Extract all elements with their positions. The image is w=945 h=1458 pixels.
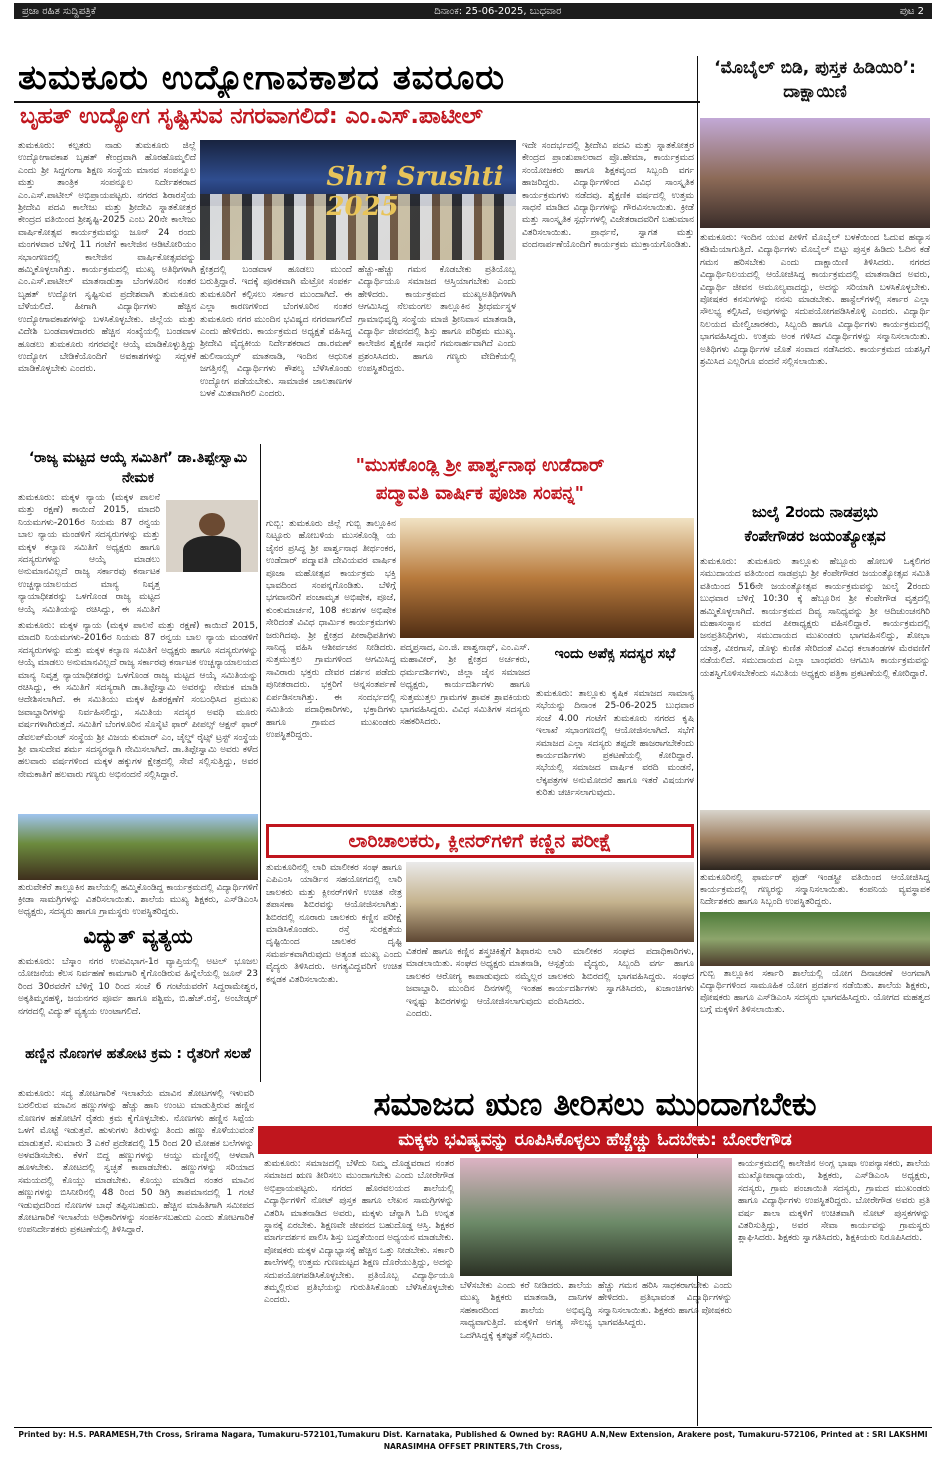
- committee-body-top: ತುಮಕೂರು: ಮಕ್ಕಳ ನ್ಯಾಯ (ಮಕ್ಕಳ ಪಾಲನೆ ಮತ್ತು ರಕ್ಷಣೆ) ಕಾಯಿದೆ 2015, ಮಾದರಿ ನಿಯಮಗಳು-2016ರ ನಿಯಮ 87 ರನ್ವಯ ಬಾಲ ನ್ಯಾಯ ಮಂಡಳಿಗೆ ಸದಸ್ಯರುಗಳನ್ನು ಮತ್ತು ಮಕ್ಕಳ ಕಲ್ಯಾಣ ಸಮಿತಿಗೆ ಅಧ್ಯಕ್ಷರು ಹಾಗೂ ಸದಸ್ಯರುಗಳನ್ನು ಆಯ್ಕೆ ಮಾಡಲು ಅನುಮಾನವಿಲ್ಲದೆ ರಾಜ್ಯ ಸರ್ಕಾರವು ಕರ್ನಾಟಕ ಉಚ್ಚನ್ಯಾಯಾಲಯದ ಮಾನ್ಯ ನಿವೃತ್ತ ನ್ಯಾಯಾಧೀಶರನ್ನು ಒಳಗೊಂಡ ರಾಜ್ಯ ಮಟ್ಟದ ಆಯ್ಕೆ ಸಮಿತಿಯನ್ನು ರಚಿಸಿದ್ದು, ಈ ಸಮಿತಿಗೆ: [18, 493, 160, 615]
- divider: [14, 101, 700, 103]
- society-photo: [460, 1158, 732, 1276]
- lead-subheadline: ಬೃಹತ್ ಉದ್ಯೋಗ ಸೃಷ್ಟಿಸುವ ನಗರವಾಗಲಿದೆ: ಎಂ.ಎಸ್.ಪಾಟೀಲ್: [20, 104, 483, 129]
- power-body: ತುಮಕೂರು: ಬೆಸ್ಕಾಂ ನಗರ ಉಪವಿಭಾಗ-1ರ ವ್ಯಾಪ್ತಿಯಲ್ಲಿ ಅಟಲ್ ಭೂಜಲ ಯೋಜನೆಯ ಕೆಲಸ ನಿರ್ವಹಣೆ ಕಾಮಗಾರಿ ಕೈಗೊಂಡಿರುವ ಹಿನ್ನೆಲೆಯಲ್ಲಿ ಜೂನ್ 23 ರಿಂದ 30ರವರೆಗೆ ಬೆಳಿಗ್ಗೆ 10 ರಿಂದ ಸಂಜೆ 6 ಗಂಟೆಯವರೆಗೆ ಸಿದ್ದರಾಮೇಶ್ವರ, ಅಕ್ಕತಿಮ್ಮನಹಳ್ಳಿ, ಜಯನಗರ ಪೂರ್ವ ಹಾಗೂ ಪಶ್ಚಿಮ, ಬಿ.ಹೆಚ್.ರಸ್ತೆ, ಅಂಬೇಡ್ಕರ್ ನಗರದಲ್ಲಿ ವಿದ್ಯುತ್ ವ್ಯತ್ಯಯ ಉಂಟಾಗಲಿದೆ.: [18, 957, 258, 1017]
- eye-test-col3: ಲಾರಿ ಮಾಲೀಕರ ಸಂಘದ ಪದಾಧಿಕಾರಿಗಳು, ಆಸ್ಪತ್ರೆಯ ವೈದ್ಯರು, ಸಿಬ್ಬಂದಿ ವರ್ಗ ಹಾಗೂ ಚಾಲಕರು ಶಿಬಿರದಲ್ಲಿ ಭಾಗವಹಿಸಿದ್ದರು. ಸಂಘದ ಕಾರ್ಯದರ್ಶಿಗಳು ಸ್ವಾಗತಿಸಿದರು, ಖಜಾಂಚಿಗಳು ವಂದಿಸಿದರು.: [548, 947, 694, 1007]
- eye-test-photo: [406, 862, 694, 942]
- meeting-headline: ಇಂದು ಅಪೆಕ್ಸ ಸದಸ್ಯರ ಸಭೆ: [554, 646, 676, 662]
- society-headline: ಸಮಾಜದ ಋಣ ತೀರಿಸಲು ಮುಂದಾಗಬೇಕು: [373, 1085, 817, 1123]
- fruitfly-headline: ಹಣ್ಣಿನ ನೊಣಗಳ ಹತೋಟಿ ಕ್ರಮ : ರೈತರಿಗೆ ಸಲಹೆ: [25, 1046, 251, 1062]
- mobile-story-photo: [700, 118, 930, 228]
- power-headline: ವಿದ್ಯುತ್ ವ್ಯತ್ಯಯ: [83, 924, 193, 948]
- society-col2: ಬೆಳೆಸಬೇಕು ಎಂದು ಕರೆ ನೀಡಿದರು. ಶಾಲೆಯ ಮುಖ್ಯ ಶಿಕ್ಷಕರು ಮಾತನಾಡಿ, ದಾನಿಗಳ ಸಹಕಾರದಿಂದ ಶಾಲೆಯ ಅಭಿವೃದ್ಧಿ ಸಾಧ್ಯವಾಗುತ್ತಿದೆ. ಮಕ್ಕಳಿಗೆ ಅಗತ್ಯ ಸೌಲಭ್ಯ ಒದಗಿಸಿದ್ದಕ್ಕೆ ಕೃತಜ್ಞತೆ ಸಲ್ಲಿಸಿದರು.: [460, 1281, 592, 1341]
- imprint-line-1: Printed by: H.S. PARAMESH,7th Cross, Srirama Nagara, Tumakuru-572101,Tumakuru Dist. Karnataka, Published & Owned by: RAGHU A.N,New Extension, Arakere post, Tumakuru-572106, Printed at : SRI LAKSHMI NARASIMHA OFFSET PRINTERS,7th Cross,: [18, 1430, 928, 1451]
- kempegowda-headline-line1: ಜುಲೈ 2ರಂದು ನಾಡಪ್ರಭು: [751, 503, 879, 521]
- kempegowda-headline: [700, 500, 930, 552]
- kempegowda-headline-line2: ಕೆಂಪೇಗೌಡರ ಜಯಂತ್ಯೋತ್ಸವ: [744, 527, 886, 545]
- paper-name: ಪ್ರಜಾ ರಹಿತ ಸುದ್ದಿಪತ್ರಿಕೆ: [22, 5, 96, 17]
- committee-body: ತುಮಕೂರು: ಮಕ್ಕಳ ನ್ಯಾಯ (ಮಕ್ಕಳ ಪಾಲನೆ ಮತ್ತು ರಕ್ಷಣೆ) ಕಾಯಿದೆ 2015, ಮಾದರಿ ನಿಯಮಗಳು-2016ರ ನಿಯಮ 87 ರನ್ವಯ ಬಾಲ ನ್ಯಾಯ ಮಂಡಳಿಗೆ ಸದಸ್ಯರುಗಳನ್ನು ಮತ್ತು ಮಕ್ಕಳ ಕಲ್ಯಾಣ ಸಮಿತಿಗೆ ಅಧ್ಯಕ್ಷರು ಹಾಗೂ ಸದಸ್ಯರುಗಳನ್ನು ಆಯ್ಕೆ ಮಾಡಲು ಅನುಮಾನವಿಲ್ಲದೆ ರಾಜ್ಯ ಸರ್ಕಾರವು ಕರ್ನಾಟಕ ಉಚ್ಚನ್ಯಾಯಾಲಯದ ಮಾನ್ಯ ನಿವೃತ್ತ ನ್ಯಾಯಾಧೀಶರನ್ನು ಒಳಗೊಂಡ ರಾಜ್ಯ ಮಟ್ಟದ ಆಯ್ಕೆ ಸಮಿತಿಯನ್ನು ರಚಿಸಿದ್ದು, ಈ ಸಮಿತಿಗೆ ಸದಸ್ಯರಾಗಿ ಡಾ.ತಿಪ್ಪೇಸ್ವಾಮಿ ಅವರನ್ನು ನೇಮಕ ಮಾಡಿ ಆದೇಶಿಸಲಾಗಿದೆ. ಈ ಸಮಿತಿಯು ಮಕ್ಕಳ ಹಿತರಕ್ಷಣೆಗೆ ಸಂಬಂಧಿಸಿದ ಪ್ರಮುಖ ಜವಾಬ್ದಾರಿಗಳನ್ನು ನಿರ್ವಹಿಸಲಿದ್ದು, ಸಮಿತಿಯ ಸದಸ್ಯರ ಅವಧಿ ಮೂರು ವರ್ಷಗಳಾಗಿರುತ್ತದೆ. ಸಮಿತಿಗೆ ಬೆಂಗಳೂರಿನ ಸೊಸೈಟಿ ಫಾರ್ ಪೀಪಲ್ಸ್ ಆಕ್ಷನ್ ಫಾರ್ ಡೆವಲಪ್‌ಮೆಂಟ್ ಸಂಸ್ಥೆಯ ಶ್ರೀ ವಿಜಯ ಕುಮಾರ್ ಎಂ, ಚೈಲ್ಡ್ ರೈಟ್ಸ್ ಟ್ರಸ್ಟ್ ಸಂಸ್ಥೆಯ ಶ್ರೀ ವಾಸುದೇವ ಶರ್ಮ ಸದಸ್ಯರನ್ನಾಗಿ ನೇಮಿಸಲಾಗಿದೆ. ಡಾ.ತಿಪ್ಪೇಸ್ವಾಮಿ ಅವರು ಕಳೆದ ಹಲವಾರು ವರ್ಷಗಳಿಂದ ಮಕ್ಕಳ ಹಕ್ಕುಗಳ ಕ್ಷೇತ್ರದಲ್ಲಿ ಸೇವೆ ಸಲ್ಲಿಸುತ್ತಿದ್ದು, ಅವರ ನೇಮಕಾತಿಗೆ ಹಲವಾರು ಗಣ್ಯರು ಅಭಿನಂದನೆ ಸಲ್ಲಿಸಿದ್ದಾರೆ.: [18, 621, 258, 780]
- lead-col4: ಇದೇ ಸಂದರ್ಭದಲ್ಲಿ ಶ್ರೀದೇವಿ ಪದವಿ ಮತ್ತು ಸ್ನಾತಕೋತ್ತರ ಕೇಂದ್ರದ ಪ್ರಾಂಶುಪಾಲರಾದ ಪ್ರೊ.ಹೇಮಾ, ಕಾರ್ಯಕ್ರಮದ ಸಂಯೋಜಕರು ಹಾಗೂ ಶಿಕ್ಷಕವೃಂದ ಸಿಬ್ಬಂದಿ ವರ್ಗ ಹಾಜರಿದ್ದರು. ವಿದ್ಯಾರ್ಥಿಗಳಿಂದ ವಿವಿಧ ಸಾಂಸ್ಕೃತಿಕ ಕಾರ್ಯಕ್ರಮಗಳು ನಡೆದವು. ಶೈಕ್ಷಣಿಕ ವರ್ಷದಲ್ಲಿ ಉತ್ತಮ ಸಾಧನೆ ಮಾಡಿದ ವಿದ್ಯಾರ್ಥಿಗಳನ್ನು ಗೌರವಿಸಲಾಯಿತು. ಕ್ರೀಡೆ ಮತ್ತು ಸಾಂಸ್ಕೃತಿಕ ಸ್ಪರ್ಧೆಗಳಲ್ಲಿ ವಿಜೇತರಾದವರಿಗೆ ಬಹುಮಾನ ವಿತರಿಸಲಾಯಿತು. ಪ್ರಾರ್ಥನೆ, ಸ್ವಾಗತ ಮತ್ತು ವಂದನಾರ್ಪಣೆಯೊಂದಿಗೆ ಕಾರ್ಯಕ್ರಮ ಮುಕ್ತಾಯಗೊಂಡಿತು.: [522, 141, 694, 251]
- mobile-story-headline: ‘ಮೊಬೈಲ್ ಬಿಡಿ, ಪುಸ್ತಕ ಹಿಡಿಯಿರಿ’: ದಾಕ್ಷಾಯಿಣಿ: [714, 58, 916, 102]
- page-number: ಪುಟ 2: [899, 5, 924, 17]
- felicitation-photo: [700, 810, 930, 870]
- mobile-story-body: ತುಮಕೂರು: ಇಂದಿನ ಯುವ ಪೀಳಿಗೆ ಮೊಬೈಲ್ ಬಳಕೆಯಿಂದ ಓದುವ ಹವ್ಯಾಸ ಕಡಿಮೆಯಾಗುತ್ತಿದೆ. ವಿದ್ಯಾರ್ಥಿಗಳು ಮೊಬೈಲ್ ಬಿಟ್ಟು ಪುಸ್ತಕ ಹಿಡಿದು ಓದಿನ ಕಡೆ ಗಮನ ಹರಿಸಬೇಕು ಎಂದು ದಾಕ್ಷಾಯಿಣಿ ತಿಳಿಸಿದರು. ನಗರದ ವಿದ್ಯಾರ್ಥಿನಿಲಯದಲ್ಲಿ ಆಯೋಜಿಸಿದ್ದ ಕಾರ್ಯಕ್ರಮದಲ್ಲಿ ಮಾತನಾಡಿದ ಅವರು, ವಿದ್ಯಾರ್ಥಿ ಜೀವನ ಅಮೂಲ್ಯವಾದದ್ದು, ಅದನ್ನು ಸರಿಯಾಗಿ ಬಳಸಿಕೊಳ್ಳಬೇಕು. ಪೋಷಕರ ಕನಸುಗಳನ್ನು ನನಸು ಮಾಡಬೇಕು. ಹಾಸ್ಟೆಲ್‌ಗಳಲ್ಲಿ ಸರ್ಕಾರ ಎಲ್ಲಾ ಸೌಲಭ್ಯ ಕಲ್ಪಿಸಿದೆ, ಅವುಗಳನ್ನು ಸದುಪಯೋಗಪಡಿಸಿಕೊಳ್ಳಿ ಎಂದರು. ವಿದ್ಯಾರ್ಥಿ ನಿಲಯದ ಮೇಲ್ವಿಚಾರಕರು, ಸಿಬ್ಬಂದಿ ಹಾಗೂ ವಿದ್ಯಾರ್ಥಿಗಳು ಕಾರ್ಯಕ್ರಮದಲ್ಲಿ ಭಾಗವಹಿಸಿದ್ದರು. ಉತ್ತಮ ಅಂಕ ಗಳಿಸಿದ ವಿದ್ಯಾರ್ಥಿಗಳನ್ನು ಸನ್ಮಾನಿಸಲಾಯಿತು. ಅತಿಥಿಗಳು ವಿದ್ಯಾರ್ಥಿಗಳ ಜೊತೆ ಸಂವಾದ ನಡೆಸಿದರು. ಕಾರ್ಯಕ್ರಮದ ಯಶಸ್ಸಿಗೆ ಶ್ರಮಿಸಿದ ಎಲ್ಲರಿಗೂ ವಂದನೆ ಸಲ್ಲಿಸಲಾಯಿತು.: [700, 233, 930, 368]
- yoga-photo: [700, 912, 930, 966]
- school-photo: [18, 814, 258, 880]
- column-rule: [260, 444, 261, 1082]
- kempegowda-body: ತುಮಕೂರು: ತುಮಕೂರು ತಾಲ್ಲೂಕು ಹೆಬ್ಬೂರು ಹೋಬಳಿ ಒಕ್ಕಲಿಗರ ಸಮುದಾಯದ ವತಿಯಿಂದ ನಾಡಪ್ರಭು ಶ್ರೀ ಕೆಂಪೇಗೌಡರ ಜಯಂತ್ಯೋತ್ಸವ ಸಮಿತಿ ವತಿಯಿಂದ 516ನೇ ಜಯಂತ್ಯೋತ್ಸವ ಕಾರ್ಯಕ್ರಮವನ್ನು ಜುಲೈ 2ರಂದು ಬುಧವಾರ ಬೆಳಿಗ್ಗೆ 10:30 ಕ್ಕೆ ಹೆಬ್ಬೂರಿನ ಶ್ರೀ ಕೆಂಪೇಗೌಡ ವೃತ್ತದಲ್ಲಿ ಹಮ್ಮಿಕೊಳ್ಳಲಾಗಿದೆ. ಕಾರ್ಯಕ್ರಮದ ದಿವ್ಯ ಸಾನಿಧ್ಯವನ್ನು ಶ್ರೀ ಆದಿಚುಂಚನಗಿರಿ ಮಹಾಸಂಸ್ಥಾನ ಮಠದ ಪೀಠಾಧ್ಯಕ್ಷರು ವಹಿಸಲಿದ್ದಾರೆ. ಕಾರ್ಯಕ್ರಮದಲ್ಲಿ ಜನಪ್ರತಿನಿಧಿಗಳು, ಸಮುದಾಯದ ಮುಖಂಡರು ಭಾಗವಹಿಸಲಿದ್ದು, ಶೋಭಾ ಯಾತ್ರೆ, ವೀರಗಾಸೆ, ಡೊಳ್ಳು ಕುಣಿತ ಸೇರಿದಂತೆ ವಿವಿಧ ಕಲಾತಂಡಗಳ ಮೆರವಣಿಗೆ ನಡೆಯಲಿದೆ. ಸಮುದಾಯದ ಎಲ್ಲಾ ಬಾಂಧವರು ಆಗಮಿಸಿ ಕಾರ್ಯಕ್ರಮವನ್ನು ಯಶಸ್ವಿಗೊಳಿಸಬೇಕೆಂದು ಸಮಿತಿಯ ಅಧ್ಯಕ್ಷರು ಪತ್ರಿಕಾ ಪ್ರಕಟಣೆಯಲ್ಲಿ ಕೋರಿದ್ದಾರೆ.: [700, 557, 930, 679]
- fruitfly-body: ತುಮಕೂರು: ಸದ್ಯ ತೋಟಗಾರಿಕೆ ಇಲಾಖೆಯ ಮಾವಿನ ತೋಟಗಳಲ್ಲಿ ಇಳುವರಿ ಬರಲಿರುವ ಮಾವಿನ ಹಣ್ಣುಗಳನ್ನು ಹೆಚ್ಚು ಹಾನಿ ಉಂಟು ಮಾಡುತ್ತಿರುವ ಹಣ್ಣಿನ ನೊಣಗಳ ಹತೋಟಿಗೆ ರೈತರು ಕ್ರಮ ಕೈಗೊಳ್ಳಬೇಕು. ನೊಣಗಳು ಹಣ್ಣಿನ ಸಿಪ್ಪೆಯ ಒಳಗೆ ಮೊಟ್ಟೆ ಇಡುತ್ತವೆ. ಹುಳುಗಳು ತಿರುಳನ್ನು ತಿಂದು ಹಣ್ಣು ಕೊಳೆಯುವಂತೆ ಮಾಡುತ್ತವೆ. ಸುಮಾರು 3 ಎಕರೆ ಪ್ರದೇಶದಲ್ಲಿ 15 ರಿಂದ 20 ಮೋಹಕ ಬಲೆಗಳನ್ನು ಅಳವಡಿಸಬೇಕು. ಕೆಳಗೆ ಬಿದ್ದ ಹಣ್ಣುಗಳನ್ನು ಆಯ್ದು ಮಣ್ಣಿನಲ್ಲಿ ಆಳವಾಗಿ ಹೂಳಬೇಕು. ತೋಟದಲ್ಲಿ ಸ್ವಚ್ಛತೆ ಕಾಪಾಡಬೇಕು. ಹಣ್ಣುಗಳನ್ನು ಸರಿಯಾದ ಸಮಯದಲ್ಲಿ ಕೊಯ್ಲು ಮಾಡಬೇಕು. ಕೊಯ್ಲು ಮಾಡಿದ ನಂತರ ಮಾವಿನ ಹಣ್ಣುಗಳನ್ನು ಬಿಸಿನೀರಿನಲ್ಲಿ 48 ರಿಂದ 50 ಡಿಗ್ರಿ ತಾಪಮಾನದಲ್ಲಿ 1 ಗಂಟೆ ಇಡುವುದರಿಂದ ನೊಣಗಳ ಬಾಧೆ ತಪ್ಪಿಸಬಹುದು. ಹೆಚ್ಚಿನ ಮಾಹಿತಿಗಾಗಿ ಸಮೀಪದ ತೋಟಗಾರಿಕೆ ಇಲಾಖೆಯ ಅಧಿಕಾರಿಗಳನ್ನು ಸಂಪರ್ಕಿಸಬಹುದು ಎಂದು ತೋಟಗಾರಿಕೆ ಉಪನಿರ್ದೇಶಕರು ಪ್ರಕಟಣೆಯಲ್ಲಿ ತಿಳಿಸಿದ್ದಾರೆ.: [18, 1089, 254, 1236]
- puja-headline-line1: "ಮುಸಕೊಂಡ್ಲಿ ಶ್ರೀ ಪಾರ್ಶ್ವನಾಥ ಉಡೆದಾರ್: [355, 455, 605, 476]
- puja-body: ಗುಬ್ಬಿ: ತುಮಕೂರು ಜಿಲ್ಲೆ ಗುಬ್ಬಿ ತಾಲ್ಲೂಕಿನ ನಿಟ್ಟೂರು ಹೋಬಳಿಯ ಮುಸಕೊಂಡ್ಲಿ ಯ ಜೈನರ ಪ್ರಸಿದ್ಧ ಶ್ರೀ ಪಾರ್ಶ್ವನಾಥ ತೀರ್ಥಂಕರ, ಉಡೆದಾರ್ ಪದ್ಮಾವತಿ ದೇವಿಯವರ ವಾರ್ಷಿಕ ಪೂಜಾ ಮಹೋತ್ಸವ ಕಾರ್ಯಕ್ರಮ ಭಕ್ತಿ ಭಾವದಿಂದ ಸಂಪನ್ನಗೊಂಡಿತು. ಬೆಳಿಗ್ಗೆ ಭಗವಾನರಿಗೆ ಪಂಚಾಮೃತ ಅಭಿಷೇಕ, ಪೂಜೆ, ಕುಂಕುಮಾರ್ಚನೆ, 108 ಕಲಶಗಳ ಅಭಿಷೇಕ ಸೇರಿದಂತೆ ವಿವಿಧ ಧಾರ್ಮಿಕ ಕಾರ್ಯಕ್ರಮಗಳು ಜರುಗಿದವು. ಶ್ರೀ ಕ್ಷೇತ್ರದ ಪೀಠಾಧಿಪತಿಗಳು ಸಾನಿಧ್ಯ ವಹಿಸಿ ಆಶೀರ್ವಚನ ನೀಡಿದರು. ಸುತ್ತಮುತ್ತಲ ಗ್ರಾಮಗಳಿಂದ ಆಗಮಿಸಿದ್ದ ಸಾವಿರಾರು ಭಕ್ತರು ದೇವರ ದರ್ಶನ ಪಡೆದು ಪುನೀತರಾದರು. ಭಕ್ತರಿಗೆ ಅನ್ನಸಂತರ್ಪಣೆ ಏರ್ಪಡಿಸಲಾಗಿತ್ತು. ಈ ಸಂದರ್ಭದಲ್ಲಿ ಸಮಿತಿಯ ಪದಾಧಿಕಾರಿಗಳು, ಭಕ್ತಾದಿಗಳು ಹಾಗೂ ಗ್ರಾಮದ ಮುಖಂಡರು ಉಪಸ್ಥಿತರಿದ್ದರು.: [266, 519, 396, 740]
- lead-headline: ತುಮಕೂರು ಉದ್ಯೋಗಾವಕಾಶದ ತವರೂರು: [18, 58, 506, 98]
- eye-test-headline: ಲಾರಿಚಾಲಕರು, ಕ್ಲೀನರ್‌ಗಳಿಗೆ ಕಣ್ಣಿನ ಪರೀಕ್ಷೆ: [266, 824, 694, 858]
- society-col3: ಹೆಚ್ಚು ಗಮನ ಹರಿಸಿ ಸಾಧಕರಾಗಬೇಕು ಎಂದು ಹೇಳಿದರು. ಪ್ರತಿಭಾವಂತ ವಿದ್ಯಾರ್ಥಿಗಳನ್ನು ಸನ್ಮಾನಿಸಲಾಯಿತು. ಶಿಕ್ಷಕರು ಹಾಗೂ ಪೋಷಕರು ಭಾಗವಹಿಸಿದ್ದರು.: [598, 1281, 732, 1329]
- lead-col3: ಹೆಚ್ಚು-ಹೆಚ್ಚು ಗಮನ ಕೊಡಬೇಕು ಪ್ರತಿಯೊಬ್ಬ ವಿದ್ಯಾರ್ಥಿಯೂ ಸಮಾಜದ ಆಸ್ತಿಯಾಗಬೇಕು ಎಂದು ಹೇಳಿದರು. ಕಾರ್ಯಕ್ರಮದ ಮುಖ್ಯಅತಿಥಿಗಳಾಗಿ ಆಗಮಿಸಿದ್ದ ನೆಲಮಂಗಲ ತಾಲ್ಲೂಕಿನ ಶ್ರೀಧರ್ಮಸ್ಥಳ ಗ್ರಾಮಾಭಿವೃದ್ಧಿ ಸಂಸ್ಥೆಯ ಮಾಜಿ ಶ್ರೀನಿವಾಸ ಮಾತನಾಡಿ, ವಿದ್ಯಾರ್ಥಿ ಜೀವನದಲ್ಲಿ ಶಿಸ್ತು ಹಾಗೂ ಪರಿಶ್ರಮ ಮುಖ್ಯ. ಕಾಲೇಜಿನ ಶೈಕ್ಷಣಿಕ ಸಾಧನೆ ಗಮನಾರ್ಹವಾಗಿದೆ ಎಂದು ಪ್ರಶಂಸಿಸಿದರು. ಹಾಗೂ ಗಣ್ಯರು ವೇದಿಕೆಯಲ್ಲಿ ಉಪಸ್ಥಿತರಿದ್ದರು.: [358, 265, 516, 375]
- lead-col2: ಕ್ಷೇತ್ರದಲ್ಲಿ ಬಂಡವಾಳ ಹೂಡಲು ಮುಂದೆ ಬರುತ್ತಿದ್ದಾರೆ. ಇದಕ್ಕೆ ಪೂರಕವಾಗಿ ಮೆಟ್ರೋ ಸಂಪರ್ಕ ತುಮಕೂರಿಗೆ ಕಲ್ಪಿಸಲು ಸರ್ಕಾರ ಮುಂದಾಗಿದೆ. ಈ ಎಲ್ಲಾ ಕಾರಣಗಳಿಂದ ಬೆಂಗಳೂರಿನ ನಂತರ ತುಮಕೂರು ನಗರ ಮುಂದಿನ ಭವಿಷ್ಯದ ನಗರವಾಗಲಿದೆ ಎಂದು ಹೇಳಿದರು. ಕಾರ್ಯಕ್ರಮದ ಅಧ್ಯಕ್ಷತೆ ವಹಿಸಿದ್ದ ಶ್ರೀದೇವಿ ವೈದ್ಯಕೀಯ ನಿರ್ದೇಶಕರಾದ ಡಾ.ರಮಣ್ ಹುಲಿನಾಯ್ಕರ್ ಮಾತನಾಡಿ, ಇಂದಿನ ಆಧುನಿಕ ಜಗತ್ತಿನಲ್ಲಿ ವಿದ್ಯಾರ್ಥಿಗಳು ಕೌಶಲ್ಯ ಬೆಳೆಸಿಕೊಂಡು ಉದ್ಯೋಗ ಪಡೆಯಬೇಕು. ಸಾಮಾಜಿಕ ಜಾಲತಾಣಗಳ ಬಳಕೆ ಮಿತವಾಗಿರಲಿ ಎಂದರು.: [200, 265, 352, 400]
- meeting-body: ತುಮಕೂರು: ತಾಲ್ಲೂಕು ಕೃಷಿಕ ಸಮಾಜದ ಸಾಮಾನ್ಯ ಸಭೆಯನ್ನು ದಿನಾಂಕ 25-06-2025 ಬುಧವಾರ ಸಂಜೆ 4.00 ಗಂಟೆಗೆ ತುಮಕೂರು ನಗರದ ಕೃಷಿ ಇಲಾಖೆ ಸಭಾಂಗಣದಲ್ಲಿ ಆಯೋಜಿಸಲಾಗಿದೆ. ಸಭೆಗೆ ಸಮಾಜದ ಎಲ್ಲಾ ಸದಸ್ಯರು ತಪ್ಪದೇ ಹಾಜರಾಗಬೇಕೆಂದು ಕಾರ್ಯದರ್ಶಿಗಳು ಪ್ರಕಟಣೆಯಲ್ಲಿ ಕೋರಿದ್ದಾರೆ. ಸಭೆಯಲ್ಲಿ ಸಮಾಜದ ವಾರ್ಷಿಕ ವರದಿ ಮಂಡನೆ, ಲೆಕ್ಕಪತ್ರಗಳ ಅನುಮೋದನೆ ಹಾಗೂ ಇತರೆ ವಿಷಯಗಳ ಕುರಿತು ಚರ್ಚಿಸಲಾಗುವುದು.: [536, 689, 694, 799]
- puja-body-right: ಪದ್ಮಪ್ರಸಾದ, ಎಂ.ಜಿ. ಪಾಶ್ವನಾಥ್, ಎಂ.ಎಸ್. ಮಹಾವೀರ್, ಶ್ರೀ ಕ್ಷೇತ್ರದ ಅರ್ಚಕರು, ಧರ್ಮದರ್ಶಿಗಳು, ಜಿಲ್ಲಾ ಜೈನ ಸಮಾಜದ ಅಧ್ಯಕ್ಷರು, ಕಾರ್ಯದರ್ಶಿಗಳು ಹಾಗೂ ಸುತ್ತಮುತ್ತಲ ಗ್ರಾಮಗಳ ಶ್ರಾವಕ ಶ್ರಾವಕಿಯರು ಭಾಗವಹಿಸಿದ್ದರು. ವಿವಿಧ ಸಮಿತಿಗಳ ಸದಸ್ಯರು ಸಹಕರಿಸಿದರು.: [400, 643, 530, 728]
- puja-headline-line2: ಪದ್ಮಾವತಿ ವಾರ್ಷಿಕ ಪೂಜಾ ಸಂಪನ್ನ": [375, 483, 585, 504]
- society-col4: ಕಾರ್ಯಕ್ರಮದಲ್ಲಿ ಕಾಲೇಜಿನ ಅಂಗ್ಲ ಭಾಷಾ ಉಪನ್ಯಾಸಕರು, ಶಾಲೆಯ ಮುಖ್ಯೋಪಾಧ್ಯಾಯರು, ಶಿಕ್ಷಕರು, ಎಸ್‌ಡಿಎಂಸಿ ಅಧ್ಯಕ್ಷರು, ಸದಸ್ಯರು, ಗ್ರಾಮ ಪಂಚಾಯಿತಿ ಸದಸ್ಯರು, ಗ್ರಾಮದ ಮುಖಂಡರು ಹಾಗೂ ವಿದ್ಯಾರ್ಥಿಗಳು ಉಪಸ್ಥಿತರಿದ್ದರು. ಬೋರೇಗೌಡ ಅವರು ಪ್ರತಿ ವರ್ಷ ಶಾಲಾ ಮಕ್ಕಳಿಗೆ ಉಚಿತವಾಗಿ ನೋಟ್ ಪುಸ್ತಕಗಳನ್ನು ವಿತರಿಸುತ್ತಿದ್ದು, ಅವರ ಸೇವಾ ಕಾರ್ಯವನ್ನು ಗ್ರಾಮಸ್ಥರು ಶ್ಲಾಘಿಸಿದರು. ಶಿಕ್ಷಕರು ಸ್ವಾಗತಿಸಿದರು, ಶಿಕ್ಷಕಿಯರು ನಿರೂಪಿಸಿದರು.: [738, 1159, 930, 1244]
- lead-col1: ತುಮಕೂರು: ಕಲ್ಪತರು ನಾಡು ತುಮಕೂರು ಜಿಲ್ಲೆ ಉದ್ಯೋಗಾವಕಾಶ ಬೃಹತ್ ಕೇಂದ್ರವಾಗಿ ಹೊರಹೊಮ್ಮಲಿದೆ ಎಂದು ಶ್ರೀ ಸಿದ್ದಗಂಗಾ ಶಿಕ್ಷಣ ಸಂಸ್ಥೆಯ ಮಾನವ ಸಂಪನ್ಮೂಲ ಮತ್ತು ತಾಂತ್ರಿಕ ಸಂಪನ್ಮೂಲ ನಿರ್ದೇಶಕರಾದ ಎಂ.ಎಸ್.ಪಾಟೀಲ್ ಅಭಿಪ್ರಾಯಪಟ್ಟರು. ನಗರದ ಶಿರಾರಸ್ತೆಯ ಶ್ರೀದೇವಿ ಪದವಿ ಕಾಲೇಜು ಮತ್ತು ಶ್ರೀದೇವಿ ಸ್ನಾತಕೋತ್ತರ ಕೇಂದ್ರದ ವತಿಯಿಂದ ಶ್ರೀಶೃಷ್ಟಿ-2025 ಎಂಬ 20ನೇ ಕಾಲೇಜು ವಾರ್ಷಿಕೋತ್ಸವ ಕಾರ್ಯಕ್ರಮವನ್ನು ಜೂನ್ 24 ರಂದು ಮಂಗಳವಾರ ಬೆಳಿಗ್ಗೆ 11 ಗಂಟೆಗೆ ಕಾಲೇಜಿನ ಆಡಿಟೋರಿಯಂ ಸಭಾಂಗಣದಲ್ಲಿ ಕಾಲೇಜಿನ ವಾರ್ಷಿಕೋತ್ಸವವನ್ನು ಹಮ್ಮಿಕೊಳ್ಳಲಾಗಿತ್ತು. ಕಾರ್ಯಕ್ರಮದಲ್ಲಿ ಮುಖ್ಯ ಅತಿಥಿಗಳಾಗಿ ಎಂ.ಎಸ್.ಪಾಟೀಲ್ ಮಾತನಾಡುತ್ತಾ ಬೆಂಗಳೂರಿನ ನಂತರ ಬೃಹತ್ ಉದ್ಯೋಗ ಸೃಷ್ಟಿಸುವ ಪ್ರದೇಶವಾಗಿ ತುಮಕೂರು ಬೆಳೆಯಲಿದೆ. ಹೀಗಾಗಿ ವಿದ್ಯಾರ್ಥಿಗಳು ಹೆಚ್ಚಿನ ಉದ್ಯೋಗಾವಕಾಶಗಳನ್ನು ಬಳಸಿಕೊಳ್ಳಬೇಕು. ಜಿಲ್ಲೆಯ ಮತ್ತು ವಿದೇಶಿ ಬಂಡವಾಳದಾರರು ಹೆಚ್ಚಿನ ಸಂಖ್ಯೆಯಲ್ಲಿ ಬಂಡವಾಳ ಹೂಡಲು ತುಮಕೂರು ನಗರವನ್ನೇ ಆಯ್ಕೆ ಮಾಡಿಕೊಳ್ಳುತ್ತಿದ್ದು ಉದ್ಯೋಗ ಬೇಡಿಕೆಯೊಂದಿಗೆ ಅವಕಾಶಗಳನ್ನು ಸದ್ಬಳಕೆ ಮಾಡಿಕೊಳ್ಳಬೇಕು ಎಂದರು.: [18, 141, 196, 375]
- date-line: ದಿನಾಂಕ: 25-06-2025, ಬುಧವಾರ: [434, 5, 562, 17]
- school-photo-caption: ತುರುವೇಕೆರೆ ತಾಲ್ಲೂಕಿನ ಶಾಲೆಯಲ್ಲಿ ಹಮ್ಮಿಕೊಂಡಿದ್ದ ಕಾರ್ಯಕ್ರಮದಲ್ಲಿ ವಿದ್ಯಾರ್ಥಿಗಳಿಗೆ ಕ್ರೀಡಾ ಸಾಮಗ್ರಿಗಳನ್ನು ವಿತರಿಸಲಾಯಿತು. ಶಾಲೆಯ ಮುಖ್ಯ ಶಿಕ್ಷಕರು, ಎಸ್‌ಡಿಎಂಸಿ ಅಧ್ಯಕ್ಷರು, ಸದಸ್ಯರು ಹಾಗೂ ಗ್ರಾಮಸ್ಥರು ಉಪಸ್ಥಿತರಿದ್ದರು.: [18, 883, 258, 917]
- eye-test-body: ತುಮಕೂರಿನಲ್ಲಿ ಲಾರಿ ಮಾಲೀಕರ ಸಂಘ ಹಾಗೂ ಎಪಿಎಂಸಿ ಯಾರ್ಡಿನ ಸಹಯೋಗದಲ್ಲಿ ಲಾರಿ ಚಾಲಕರು ಮತ್ತು ಕ್ಲೀನರ್‌ಗಳಿಗೆ ಉಚಿತ ನೇತ್ರ ತಪಾಸಣಾ ಶಿಬಿರವನ್ನು ಆಯೋಜಿಸಲಾಗಿತ್ತು. ಶಿಬಿರದಲ್ಲಿ ನೂರಾರು ಚಾಲಕರು ಕಣ್ಣಿನ ಪರೀಕ್ಷೆ ಮಾಡಿಸಿಕೊಂಡರು. ರಸ್ತೆ ಸುರಕ್ಷತೆಯ ದೃಷ್ಟಿಯಿಂದ ಚಾಲಕರ ದೃಷ್ಟಿ ಸಮರ್ಪಕವಾಗಿರುವುದು ಅತ್ಯಂತ ಮುಖ್ಯ ಎಂದು ವೈದ್ಯರು ತಿಳಿಸಿದರು. ಅಗತ್ಯವಿದ್ದವರಿಗೆ ಉಚಿತ ಕನ್ನಡಕ ವಿತರಿಸಲಾಯಿತು.: [266, 863, 402, 985]
- masthead-strip: [14, 3, 932, 19]
- yoga-caption: ಗುಬ್ಬಿ ತಾಲ್ಲೂಕಿನ ಸರ್ಕಾರಿ ಶಾಲೆಯಲ್ಲಿ ಯೋಗ ದಿನಾಚರಣೆ ಅಂಗವಾಗಿ ವಿದ್ಯಾರ್ಥಿಗಳಿಂದ ಸಾಮೂಹಿಕ ಯೋಗ ಪ್ರದರ್ಶನ ನಡೆಯಿತು. ಶಾಲೆಯ ಶಿಕ್ಷಕರು, ಪೋಷಕರು ಹಾಗೂ ಎಸ್‌ಡಿಎಂಸಿ ಸದಸ್ಯರು ಭಾಗವಹಿಸಿದ್ದರು. ಯೋಗದ ಮಹತ್ವದ ಬಗ್ಗೆ ಮಕ್ಕಳಿಗೆ ತಿಳಿಸಲಾಯಿತು.: [700, 969, 930, 1015]
- puja-photo: [400, 518, 694, 638]
- lead-photo: [200, 140, 516, 260]
- society-col1: ತುಮಕೂರು: ಸಮಾಜದಲ್ಲಿ ಬೆಳೆದು ನಿಮ್ಮ ದೊಡ್ಡವರಾದ ನಂತರ ಸಮಾಜದ ಋಣ ತೀರಿಸಲು ಮುಂದಾಗಬೇಕು ಎಂದು ಬೋರೇಗೌಡ ಅಭಿಪ್ರಾಯಪಟ್ಟರು. ನಗರದ ಹೊರವಲಯದ ಶಾಲೆಯಲ್ಲಿ ವಿದ್ಯಾರ್ಥಿಗಳಿಗೆ ನೋಟ್ ಪುಸ್ತಕ ಹಾಗೂ ಲೇಖನ ಸಾಮಗ್ರಿಗಳನ್ನು ವಿತರಿಸಿ ಮಾತನಾಡಿದ ಅವರು, ಮಕ್ಕಳು ಚೆನ್ನಾಗಿ ಓದಿ ಉನ್ನತ ಸ್ಥಾನಕ್ಕೆ ಏರಬೇಕು. ಶಿಕ್ಷಣವೇ ಜೀವನದ ಬಹುದೊಡ್ಡ ಆಸ್ತಿ. ಶಿಕ್ಷಕರ ಮಾರ್ಗದರ್ಶನ ಪಾಲಿಸಿ ಶಿಸ್ತು ಬದ್ಧತೆಯಿಂದ ಅಧ್ಯಯನ ಮಾಡಬೇಕು. ಪೋಷಕರು ಮಕ್ಕಳ ವಿದ್ಯಾಭ್ಯಾಸಕ್ಕೆ ಹೆಚ್ಚಿನ ಒತ್ತು ನೀಡಬೇಕು. ಸರ್ಕಾರಿ ಶಾಲೆಗಳಲ್ಲಿ ಉತ್ತಮ ಗುಣಮಟ್ಟದ ಶಿಕ್ಷಣ ದೊರೆಯುತ್ತಿದ್ದು, ಅದನ್ನು ಸದುಪಯೋಗಪಡಿಸಿಕೊಳ್ಳಬೇಕು. ಪ್ರತಿಯೊಬ್ಬ ವಿದ್ಯಾರ್ಥಿಯೂ ತಮ್ಮಲ್ಲಿರುವ ಪ್ರತಿಭೆಯನ್ನು ಗುರುತಿಸಿಕೊಂಡು ಬೆಳೆಸಿಕೊಳ್ಳಬೇಕು ಎಂದರು.: [264, 1159, 454, 1306]
- portrait-photo: [166, 500, 258, 572]
- eye-test-col2: ವಿತರಣೆ ಹಾಗೂ ಕಣ್ಣಿನ ಶಸ್ತ್ರಚಿಕಿತ್ಸೆಗೆ ಶಿಫಾರಸು ಮಾಡಲಾಯಿತು. ಸಂಘದ ಅಧ್ಯಕ್ಷರು ಮಾತನಾಡಿ, ಚಾಲಕರ ಆರೋಗ್ಯ ಕಾಪಾಡುವುದು ನಮ್ಮೆಲ್ಲರ ಜವಾಬ್ದಾರಿ. ಮುಂದಿನ ದಿನಗಳಲ್ಲಿ ಇಂತಹ ಇನ್ನಷ್ಟು ಶಿಬಿರಗಳನ್ನು ಆಯೋಜಿಸಲಾಗುವುದು ಎಂದರು.: [406, 947, 542, 1020]
- puja-headline: [266, 452, 694, 512]
- imprint-footer: [14, 1427, 932, 1453]
- lead-photo-banner-text: Shri Srushti 2025: [326, 161, 504, 222]
- committee-headline: ‘ರಾಜ್ಯ ಮಟ್ಟದ ಆಯ್ಕೆ ಸಮಿತಿಗೆ’ ಡಾ.ತಿಪ್ಪೇಸ್ವಾಮಿ ನೇಮಕ: [28, 450, 248, 486]
- society-subheadline: ಮಕ್ಕಳು ಭವಿಷ್ಯವನ್ನು ರೂಪಿಸಿಕೊಳ್ಳಲು ಹೆಚ್ಚೆಚ್ಚು ಓದಬೇಕು: ಬೋರೇಗೌಡ: [258, 1126, 932, 1154]
- felicitation-caption: ತುಮಕೂರಿನಲ್ಲಿ ಫಾರ್ಮರ್ ಫುಡ್ ಇಂಡಸ್ಟ್ರೀ ವತಿಯಿಂದ ಆಯೋಜಿಸಿದ್ದ ಕಾರ್ಯಕ್ರಮದಲ್ಲಿ ಗಣ್ಯರನ್ನು ಸನ್ಮಾನಿಸಲಾಯಿತು. ಕಂಪನಿಯ ವ್ಯವಸ್ಥಾಪಕ ನಿರ್ದೇಶಕರು ಹಾಗೂ ಸಿಬ್ಬಂದಿ ಉಪಸ್ಥಿತರಿದ್ದರು.: [700, 873, 930, 907]
